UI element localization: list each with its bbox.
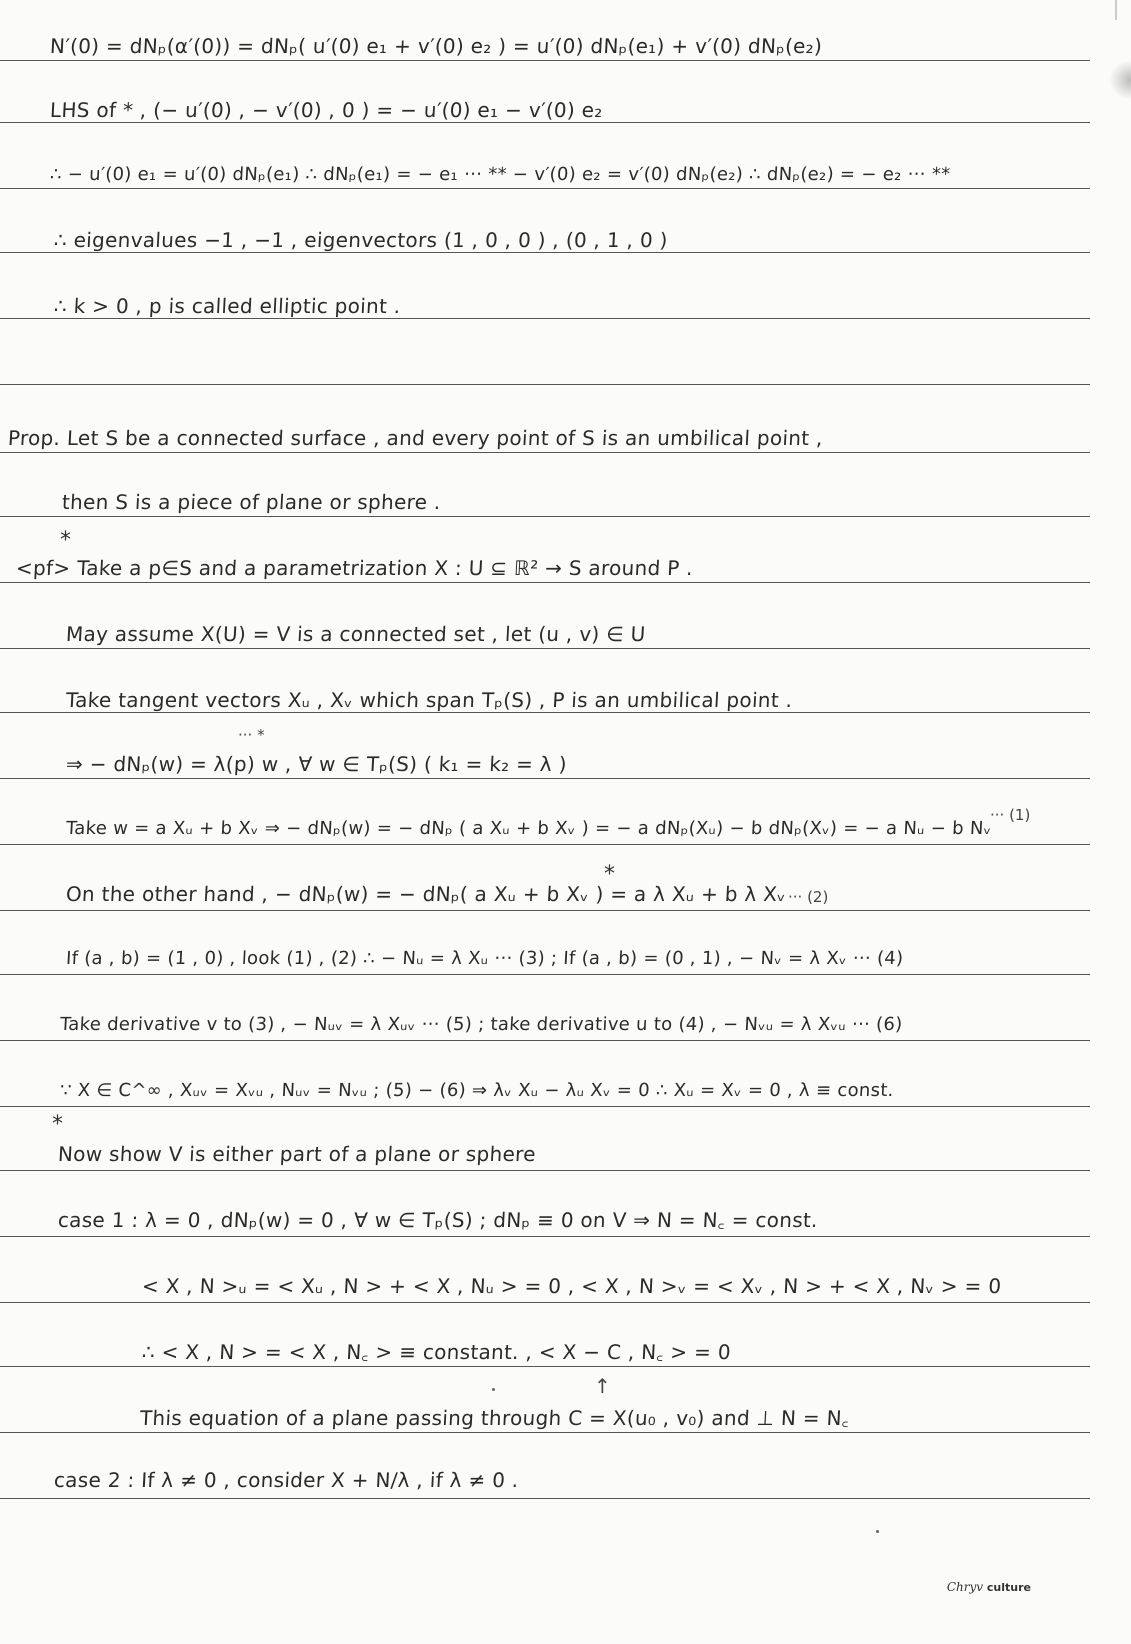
ruled-line [0, 1170, 1090, 1171]
signature-word: culture [986, 1581, 1031, 1594]
ruled-line [0, 60, 1090, 61]
note-line-11: ⇒ − dNₚ(w) = λ(p) w , ∀ w ∈ Tₚ(S) ( k₁ = k₂ = λ ) [65, 752, 568, 776]
ruled-line [0, 1040, 1090, 1041]
note-line-9: May assume X(U) = V is a connected set , let (u , v) ∈ U [65, 622, 647, 646]
note-line-16: ∵ X ∈ C^∞ , Xᵤᵥ = Xᵥᵤ , Nᵤᵥ = Nᵥᵤ ; (5) − (6) ⇒ λᵥ Xᵤ − λᵤ Xᵥ = 0 ∴ Xᵤ = Xᵥ = 0 , λ ≡ const. [59, 1080, 895, 1101]
star-mark: * [60, 528, 71, 553]
note-line-14: If (a , b) = (1 , 0) , look (1) , (2) ∴ − Nᵤ = λ Xᵤ ··· (3) ; If (a , b) = (0 , 1) , − Nᵥ = λ Xᵥ ··· (4) [65, 948, 904, 969]
star-dots-mark: ··· * [238, 726, 265, 744]
ruled-line [0, 516, 1090, 517]
ruled-line [0, 384, 1090, 385]
note-line-5: ∴ k > 0 , p is called elliptic point . [53, 294, 402, 318]
note-line-12: Take w = a Xᵤ + b Xᵥ ⇒ − dNₚ(w) = − dNₚ ( a Xᵤ + b Xᵥ ) = − a dNₚ(Xᵤ) − b dNₚ(Xᵥ) = − a Nᵤ − b Nᵥ [65, 818, 993, 839]
signature-logo [947, 1580, 1031, 1594]
ruled-line [0, 648, 1090, 649]
ruled-line [0, 582, 1090, 583]
ruled-line [0, 910, 1090, 911]
note-line-15: Take derivative v to (3) , − Nᵤᵥ = λ Xᵤᵥ ··· (5) ; take derivative u to (4) , − Nᵥᵤ = λ Xᵥᵤ ··· (6) [59, 1014, 904, 1035]
note-line-2: LHS of * , (− u′(0) , − v′(0) , 0 ) = − u′(0) e₁ − v′(0) e₂ [49, 98, 604, 122]
note-line-19: < X , N >ᵤ = < Xᵤ , N > + < X , Nᵤ > = 0 , < X , N >ᵥ = < Xᵥ , N > + < X , Nᵥ > = 0 [141, 1274, 1002, 1298]
proof-start: <pf> Take a p∈S and a parametrization X : U ⊆ ℝ² → S around P . [15, 556, 694, 580]
eq-label-2: ··· (2) [788, 888, 829, 906]
star-mark: * [604, 862, 615, 887]
note-line-13: On the other hand , − dNₚ(w) = − dNₚ( a Xᵤ + b Xᵥ ) = a λ Xᵤ + b λ Xᵥ [65, 882, 787, 906]
ruled-line [0, 778, 1090, 779]
note-line-20: ∴ < X , N > = < X , N꜀ > ≡ constant. , < X − C , N꜀ > = 0 [141, 1340, 732, 1364]
ruled-line [0, 1236, 1090, 1237]
ruled-line [0, 974, 1090, 975]
ruled-line [0, 712, 1090, 713]
arrow-up-mark: ↑ [594, 1374, 611, 1398]
ruled-line [0, 1302, 1090, 1303]
note-line-4: ∴ eigenvalues −1 , −1 , eigenvectors (1 , 0 , 0 ) , (0 , 1 , 0 ) [53, 228, 669, 252]
star-mark: * [52, 1112, 63, 1137]
ruled-line [0, 122, 1090, 123]
note-line-17: Now show V is either part of a plane or sphere [57, 1142, 537, 1166]
ink-dot [492, 1388, 495, 1391]
note-line-10: Take tangent vectors Xᵤ , Xᵥ which span Tₚ(S) , P is an umbilical point . [65, 688, 793, 712]
ruled-line [0, 188, 1090, 189]
note-line-21: This equation of a plane passing through C = X(u₀ , v₀) and ⊥ N = N꜀ [139, 1406, 850, 1430]
case-2-line: case 2 : If λ ≠ 0 , consider X + N/λ , if λ ≠ 0 . [53, 1468, 520, 1492]
proposition-line: Prop. Let S be a connected surface , and every point of S is an umbilical point , [7, 426, 824, 450]
ruled-line [0, 252, 1090, 253]
ruled-line [0, 844, 1090, 845]
ruled-line [0, 318, 1090, 319]
ink-dot [876, 1530, 879, 1533]
ruled-line [0, 1106, 1090, 1107]
page-edge-smudge [1109, 60, 1131, 100]
proposition-conclusion: then S is a piece of plane or sphere . [61, 490, 442, 514]
note-line-3: ∴ − u′(0) e₁ = u′(0) dNₚ(e₁) ∴ dNₚ(e₁) = − e₁ ··· ** − v′(0) e₂ = v′(0) dNₚ(e₂) ∴ dNₚ(e₂) = − e₂ ··· ** [49, 164, 951, 185]
ruled-line [0, 1432, 1090, 1433]
note-line-1: N′(0) = dNₚ(α′(0)) = dNₚ( u′(0) e₁ + v′(0) e₂ ) = u′(0) dNₚ(e₁) + v′(0) dNₚ(e₂) [49, 34, 823, 58]
page-edge-mark [1115, 0, 1117, 20]
ruled-line [0, 452, 1090, 453]
case-1-line: case 1 : λ = 0 , dNₚ(w) = 0 , ∀ w ∈ Tₚ(S) ; dNₚ ≡ 0 on V ⇒ N = N꜀ = const. [57, 1208, 819, 1232]
signature-script: Chryv [946, 1580, 984, 1594]
eq-label-1: ··· (1) [990, 806, 1031, 824]
ruled-line [0, 1498, 1090, 1499]
ruled-line [0, 1366, 1090, 1367]
